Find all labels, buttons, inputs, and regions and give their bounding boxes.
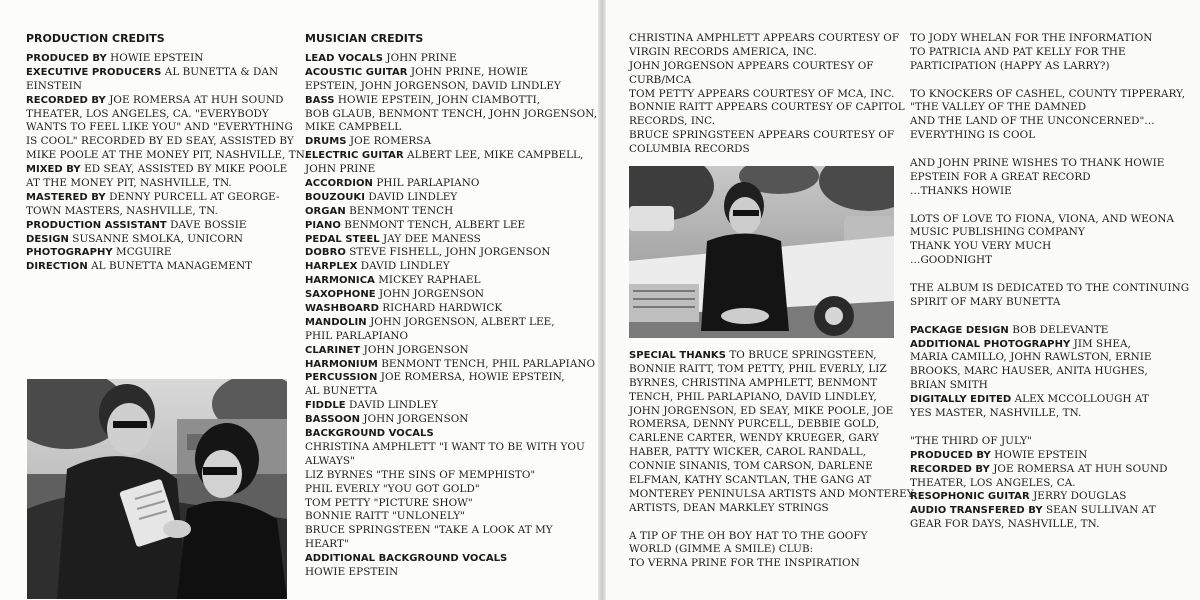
credit-text: TO PATRICIA AND PAT KELLY FOR THE xyxy=(910,45,1126,58)
musician-credits-lines xyxy=(305,52,597,580)
credit-line xyxy=(305,302,597,316)
credit-line xyxy=(910,435,1189,449)
credit-role: SPECIAL THANKS xyxy=(629,350,726,361)
credit-text: DAVID LINDLEY xyxy=(357,260,450,273)
credit-line xyxy=(910,157,1189,171)
credit-line xyxy=(26,80,308,94)
credit-text: HABER, PATTY WICKER, CAROL RANDALL, xyxy=(629,446,867,459)
credit-role: ACOUSTIC GUITAR xyxy=(305,66,408,78)
credit-text: MONTEREY PENINULSA ARTISTS AND MONTEREY xyxy=(629,487,914,500)
credit-line xyxy=(629,46,905,60)
credit-text: BENMONT TENCH xyxy=(345,204,454,217)
credit-role: ACCORDION xyxy=(305,178,373,190)
credit-text: PHIL EVERLY "YOU GOT GOLD" xyxy=(305,482,480,495)
credit-line xyxy=(305,135,597,149)
credit-text: JIM SHEA, xyxy=(1070,337,1131,350)
dedications-lines xyxy=(910,32,1189,532)
credit-line xyxy=(26,108,308,122)
credit-line xyxy=(910,32,1189,46)
credit-line xyxy=(305,413,597,427)
credit-text: SUSANNE SMOLKA, UNICORN xyxy=(68,232,243,245)
credit-text: PARTICIPATION (HAPPY AS LARRY?) xyxy=(910,59,1110,72)
credit-text: A TIP OF THE OH BOY HAT TO THE GOOFY xyxy=(629,529,868,542)
credit-role: PRODUCED BY xyxy=(26,53,107,64)
credit-text: HOWIE EPSTEIN xyxy=(305,565,399,578)
credit-text: THEATER, LOS ANGELES, CA. "EVERYBODY xyxy=(26,107,269,120)
credit-line xyxy=(26,149,308,163)
credit-text: BENMONT TENCH, PHIL PARLAPIANO xyxy=(377,357,596,370)
credit-text: …GOODNIGHT xyxy=(910,254,993,267)
credit-text: SEAN SULLIVAN AT xyxy=(1042,504,1156,517)
credit-line xyxy=(629,405,914,419)
credit-role: CLARINET xyxy=(305,344,361,356)
credit-text: MUSIC PUBLISHING COMPANY xyxy=(910,226,1085,239)
credit-line xyxy=(305,427,597,441)
credit-text: JOHN JORGENSON, ALBERT LEE, xyxy=(366,315,555,328)
credit-line xyxy=(305,94,597,108)
credit-text: JOE ROMERSA xyxy=(346,135,432,148)
credit-line xyxy=(629,474,914,488)
credit-text: JOHN JORGENSON xyxy=(360,413,469,426)
credit-text: BOB GLAUB, BENMONT TENCH, JOHN JORGENSON, xyxy=(305,107,598,120)
credit-line xyxy=(26,163,308,177)
credit-text: LOTS OF LOVE TO FIONA, VIONA, AND WEONA xyxy=(910,212,1175,225)
credit-line xyxy=(26,66,308,80)
paragraph-gap xyxy=(910,74,1189,88)
credit-role: DIRECTION xyxy=(26,261,88,273)
credit-line xyxy=(305,469,597,483)
credit-line xyxy=(910,88,1189,102)
credit-line xyxy=(910,324,1189,338)
credit-line xyxy=(910,213,1189,227)
paragraph-gap xyxy=(910,310,1189,324)
credit-text: DAVE BOSSIE xyxy=(166,218,247,231)
credit-line xyxy=(305,552,597,566)
credit-text: RECORDS, INC. xyxy=(629,115,716,128)
credit-text: WORLD (GIMME A SMILE) CLUB: xyxy=(629,543,814,556)
credit-role: PHOTOGRAPHY xyxy=(26,247,113,259)
credit-text: ARTISTS, DEAN MARKLEY STRINGS xyxy=(629,501,829,514)
credit-text: RICHARD HARDWICK xyxy=(378,302,503,315)
credit-line xyxy=(629,101,905,115)
credit-line xyxy=(629,432,914,446)
credit-text: JOHN PRINE xyxy=(305,163,376,176)
credit-text: HOWIE EPSTEIN xyxy=(990,448,1088,461)
credit-line xyxy=(629,377,914,391)
credit-line xyxy=(629,363,914,377)
credit-line xyxy=(305,205,597,219)
courtesy-lines xyxy=(629,32,905,157)
credit-role: BASSOON xyxy=(305,414,361,426)
credit-text: THE ALBUM IS DEDICATED TO THE CONTINUING xyxy=(910,282,1190,295)
credit-text: TO VERNA PRINE FOR THE INSPIRATION xyxy=(629,557,860,570)
credit-text: "THE THIRD OF JULY" xyxy=(910,434,1032,447)
credit-text: THANK YOU VERY MUCH xyxy=(910,240,1052,253)
production-credits-heading: PRODUCTION CREDITS xyxy=(26,32,165,45)
credit-role: BASS xyxy=(305,94,335,106)
credit-text: CURB/MCA xyxy=(629,73,692,86)
credit-line xyxy=(26,191,308,205)
musician-credits-heading: MUSICIAN CREDITS xyxy=(305,32,424,45)
paragraph-gap xyxy=(910,268,1189,282)
credit-text: JOHN JORGENSON, ED SEAY, MIKE POOLE, JOE xyxy=(629,404,894,417)
credit-line xyxy=(305,538,597,552)
credit-line xyxy=(305,371,597,385)
credit-text: TO BRUCE SPRINGSTEEN, xyxy=(725,349,877,361)
credit-text: GEAR FOR DAYS, NASHVILLE, TN. xyxy=(910,518,1100,531)
credit-text: ELFMAN, KATHY SCANTLAN, THE GANG AT xyxy=(629,474,872,487)
credit-text: MIKE CAMPBELL xyxy=(305,121,402,134)
credit-text: WANTS TO FEEL LIKE YOU" AND "EVERYTHING xyxy=(26,121,293,134)
credit-text: EPSTEIN FOR A GREAT RECORD xyxy=(910,170,1091,183)
credit-text: BENMONT TENCH, ALBERT LEE xyxy=(340,218,526,231)
credit-line xyxy=(910,379,1189,393)
credit-line xyxy=(910,490,1189,504)
credit-line xyxy=(910,282,1189,296)
credit-line xyxy=(629,32,905,46)
credit-text: TOWN MASTERS, NASHVILLE, TN. xyxy=(26,204,218,217)
credit-role: SAXOPHONE xyxy=(305,289,376,301)
credit-line xyxy=(26,246,308,260)
photo-couple-in-convertible-icon xyxy=(27,379,287,599)
credit-line xyxy=(305,385,597,399)
credit-text: JAY DEE MANESS xyxy=(379,232,481,245)
credit-line xyxy=(305,399,597,413)
credit-text: EPSTEIN, JOHN JORGENSON, DAVID LINDLEY xyxy=(305,79,561,92)
credit-line xyxy=(910,393,1189,407)
credit-text: AL BUNETTA xyxy=(305,385,378,398)
credit-role: MASTERED BY xyxy=(26,191,106,203)
credit-text: JOE ROMERSA, HOWIE EPSTEIN, xyxy=(377,371,565,384)
credit-text: ALWAYS" xyxy=(305,454,355,467)
credit-text: CHRISTINA AMPHLETT "I WANT TO BE WITH YOU xyxy=(305,440,585,453)
credit-text: BONNIE RAITT APPEARS COURTESY OF CAPITOL xyxy=(629,101,905,114)
credit-line xyxy=(910,407,1189,421)
credit-text: DENNY PURCELL AT GEORGE- xyxy=(105,190,280,203)
credit-text: MCGUIRE xyxy=(112,246,172,259)
credit-line xyxy=(305,233,597,247)
credit-text: LIZ BYRNES "THE SINS OF MEMPHISTO" xyxy=(305,468,536,481)
credit-line xyxy=(305,483,597,497)
credit-line xyxy=(305,358,597,372)
credit-text: EVERYTHING IS COOL xyxy=(910,129,1036,142)
credit-line xyxy=(305,288,597,302)
credit-line xyxy=(910,449,1189,463)
credit-role: BOUZOUKI xyxy=(305,191,365,203)
credit-line xyxy=(305,121,597,135)
credit-role: HARMONIUM xyxy=(305,358,378,370)
credit-role: ADDITIONAL PHOTOGRAPHY xyxy=(910,338,1071,350)
credit-role: ORGAN xyxy=(305,205,346,217)
credit-line xyxy=(26,260,308,274)
credit-role: PRODUCTION ASSISTANT xyxy=(26,219,167,231)
credit-line xyxy=(910,351,1189,365)
credit-line xyxy=(26,177,308,191)
credit-line xyxy=(910,518,1189,532)
credit-text: THEATER, LOS ANGELES, CA. xyxy=(910,476,1076,489)
credit-line xyxy=(26,233,308,247)
credit-role: PIANO xyxy=(305,219,341,231)
credit-line xyxy=(629,115,905,129)
credit-text: JOHN JORGENSON xyxy=(375,288,485,301)
credit-text: BYRNES, CHRISTINA AMPHLETT, BENMONT xyxy=(629,376,878,389)
credit-role: WASHBOARD xyxy=(305,303,379,315)
credit-text: AT THE MONEY PIT, NASHVILLE, TN. xyxy=(26,177,232,190)
credit-text: JOHN JORGENSON APPEARS COURTESY OF xyxy=(629,59,874,72)
credit-line xyxy=(305,344,597,358)
credit-line xyxy=(629,488,914,502)
credit-line xyxy=(629,391,914,405)
credit-role: EXECUTIVE PRODUCERS xyxy=(26,66,162,78)
credit-line xyxy=(629,557,914,571)
credit-line xyxy=(305,330,597,344)
credit-text: IS COOL" RECORDED BY ED SEAY, ASSISTED BY xyxy=(26,135,294,148)
credit-text: TENCH, PHIL PARLAPIANO, DAVID LINDLEY, xyxy=(629,390,877,403)
credit-text: HEART" xyxy=(305,538,349,551)
credit-text: HOWIE EPSTEIN, JOHN CIAMBOTTI, xyxy=(334,93,541,106)
credit-role: PRODUCED BY xyxy=(910,449,991,461)
credit-text: PHIL PARLAPIANO xyxy=(305,329,409,342)
credit-line xyxy=(910,46,1189,60)
credit-text: BOB DELEVANTE xyxy=(1008,323,1109,336)
credit-role: DIGITALLY EDITED xyxy=(910,394,1012,406)
credit-text: BROOKS, MARC HAUSER, ANITA HUGHES, xyxy=(910,365,1148,378)
credit-line xyxy=(26,135,308,149)
credit-line xyxy=(305,149,597,163)
credit-line xyxy=(910,254,1189,268)
credit-text: JOHN PRINE, HOWIE xyxy=(407,65,529,78)
credit-text: "THE VALLEY OF THE DAMNED xyxy=(910,101,1087,114)
credit-line xyxy=(910,129,1189,143)
credit-line xyxy=(305,191,597,205)
credit-line xyxy=(305,52,597,66)
credit-text: TOM PETTY APPEARS COURTESY OF MCA, INC. xyxy=(629,87,895,100)
credit-text: VIRGIN RECORDS AMERICA, INC. xyxy=(629,45,817,58)
credit-line xyxy=(629,74,905,88)
musician-credits-column xyxy=(305,30,597,580)
credit-text: AND THE LAND OF THE UNCONCERNED"… xyxy=(910,115,1155,128)
credit-line xyxy=(305,274,597,288)
credit-line xyxy=(26,121,308,135)
credit-line xyxy=(305,260,597,274)
special-thanks-lines xyxy=(629,349,914,571)
credit-line xyxy=(910,463,1189,477)
credit-line xyxy=(305,219,597,233)
credit-text: …THANKS HOWIE xyxy=(910,184,1012,197)
credit-line xyxy=(629,530,914,544)
credit-role: RECORDED BY xyxy=(26,94,106,106)
credit-line xyxy=(26,52,308,66)
credit-line xyxy=(629,543,914,557)
dedications-column xyxy=(910,32,1189,532)
credit-text: HOWIE EPSTEIN xyxy=(106,52,204,64)
credit-role: PACKAGE DESIGN xyxy=(910,324,1009,336)
credit-role: FIDDLE xyxy=(305,400,346,412)
credit-line xyxy=(305,566,597,580)
credit-text: AL BUNETTA MANAGEMENT xyxy=(87,260,253,273)
credit-text: EINSTEIN xyxy=(26,79,83,92)
credit-role: DESIGN xyxy=(26,233,69,245)
credit-text: PHIL PARLAPIANO xyxy=(372,177,480,190)
credit-role: BACKGROUND VOCALS xyxy=(305,428,434,440)
credit-line xyxy=(910,171,1189,185)
credit-text: DAVID LINDLEY xyxy=(365,190,458,203)
credit-text: JOE ROMERSA AT HUH SOUND xyxy=(105,93,284,106)
paragraph-gap xyxy=(910,421,1189,435)
credit-text: CHRISTINA AMPHLETT APPEARS COURTESY OF xyxy=(629,32,900,44)
credit-text: JOHN JORGENSON xyxy=(360,343,469,356)
credit-text: CARLENE CARTER, WENDY KRUEGER, GARY xyxy=(629,432,879,445)
credit-text: BONNIE RAITT "UNLONELY" xyxy=(305,510,466,523)
credit-line xyxy=(305,524,597,538)
credit-line xyxy=(910,365,1189,379)
credit-line xyxy=(305,316,597,330)
credit-text: ROMERSA, DENNY PURCELL, DEBBIE GOLD, xyxy=(629,418,880,431)
credit-line xyxy=(305,80,597,94)
credit-text: CONNIE SINANIS, TOM CARSON, DARLENE xyxy=(629,460,873,473)
credit-line xyxy=(910,101,1189,115)
credit-role: HARPLEX xyxy=(305,261,358,273)
credit-text: COLUMBIA RECORDS xyxy=(629,143,750,156)
credit-text: STEVE FISHELL, JOHN JORGENSON xyxy=(345,246,551,259)
credit-text: BRIAN SMITH xyxy=(910,379,988,392)
credit-text: ED SEAY, ASSISTED BY MIKE POOLE xyxy=(80,163,288,176)
credit-role: PERCUSSION xyxy=(305,372,378,384)
credit-text: JOE ROMERSA AT HUH SOUND xyxy=(989,462,1168,475)
credit-line xyxy=(910,226,1189,240)
credit-role: MIXED BY xyxy=(26,164,81,176)
credit-line xyxy=(305,163,597,177)
credit-line xyxy=(910,185,1189,199)
credit-line xyxy=(305,66,597,80)
credit-line xyxy=(910,477,1189,491)
credit-text: YES MASTER, NASHVILLE, TN. xyxy=(910,407,1082,420)
credit-text: TOM PETTY "PICTURE SHOW" xyxy=(305,496,473,509)
photo-man-with-cadillac-icon xyxy=(629,166,894,338)
production-credits-column xyxy=(26,30,308,274)
credit-line xyxy=(629,460,914,474)
credit-line xyxy=(910,240,1189,254)
credit-role: ADDITIONAL BACKGROUND VOCALS xyxy=(305,553,508,565)
credit-role: AUDIO TRANSFERED BY xyxy=(910,505,1043,517)
credit-text: ALEX MCCOLLOUGH AT xyxy=(1011,393,1149,406)
credit-line xyxy=(629,143,905,157)
paragraph-gap xyxy=(910,199,1189,213)
credit-line xyxy=(629,88,905,102)
credit-role: HARMONICA xyxy=(305,275,375,287)
credit-line xyxy=(305,177,597,191)
credit-text: DAVID LINDLEY xyxy=(345,399,439,412)
credit-text: JOHN PRINE xyxy=(383,52,457,64)
credit-line xyxy=(305,497,597,511)
credit-line xyxy=(629,418,914,432)
credit-text: BRUCE SPRINGSTEEN "TAKE A LOOK AT MY xyxy=(305,524,553,537)
credit-line xyxy=(910,338,1189,352)
credit-text: ALBERT LEE, MIKE CAMPBELL, xyxy=(403,149,584,162)
credit-text: BONNIE RAITT, TOM PETTY, PHIL EVERLY, LIZ xyxy=(629,362,887,375)
credit-role: RECORDED BY xyxy=(910,463,990,475)
credit-line xyxy=(305,441,597,455)
paragraph-gap xyxy=(910,143,1189,157)
credit-line xyxy=(305,246,597,260)
credit-line xyxy=(629,129,905,143)
credit-text: SPIRIT OF MARY BUNETTA xyxy=(910,295,1061,308)
credit-line xyxy=(26,205,308,219)
paragraph-gap xyxy=(629,516,914,530)
credit-line xyxy=(629,349,914,363)
credit-line xyxy=(629,60,905,74)
credit-role: DRUMS xyxy=(305,136,347,148)
credit-line xyxy=(910,60,1189,74)
credit-role: LEAD VOCALS xyxy=(305,53,383,64)
credit-line xyxy=(910,504,1189,518)
credit-text: AND JOHN PRINE WISHES TO THANK HOWIE xyxy=(910,157,1165,170)
credit-text: MIKE POOLE AT THE MONEY PIT, NASHVILLE, TN. xyxy=(26,149,308,162)
credit-line xyxy=(305,455,597,469)
credit-line xyxy=(305,510,597,524)
credit-line xyxy=(910,296,1189,310)
credit-line xyxy=(26,219,308,233)
credit-line xyxy=(910,115,1189,129)
credit-text: MICKEY RAPHAEL xyxy=(374,274,481,287)
credit-text: TO JODY WHELAN FOR THE INFORMATION xyxy=(910,32,1153,44)
credit-role: PEDAL STEEL xyxy=(305,233,380,245)
credit-role: ELECTRIC GUITAR xyxy=(305,150,404,162)
credit-text: MARIA CAMILLO, JOHN RAWLSTON, ERNIE xyxy=(910,351,1152,364)
credit-line xyxy=(629,502,914,516)
credit-line xyxy=(26,94,308,108)
credit-role: DOBRO xyxy=(305,247,346,259)
credit-role: MANDOLIN xyxy=(305,316,367,328)
credit-role: RESOPHONIC GUITAR xyxy=(910,491,1030,503)
credit-line xyxy=(629,446,914,460)
credit-text: BRUCE SPRINGSTEEN APPEARS COURTESY OF xyxy=(629,129,895,142)
credit-text: AL BUNETTA & DAN xyxy=(161,65,279,78)
credit-line xyxy=(305,108,597,122)
special-thanks-column xyxy=(629,349,914,571)
credit-text: TO KNOCKERS OF CASHEL, COUNTY TIPPERARY, xyxy=(910,87,1186,100)
courtesy-column xyxy=(629,32,905,157)
production-credits-lines xyxy=(26,52,308,274)
credit-text: JERRY DOUGLAS xyxy=(1029,490,1127,503)
